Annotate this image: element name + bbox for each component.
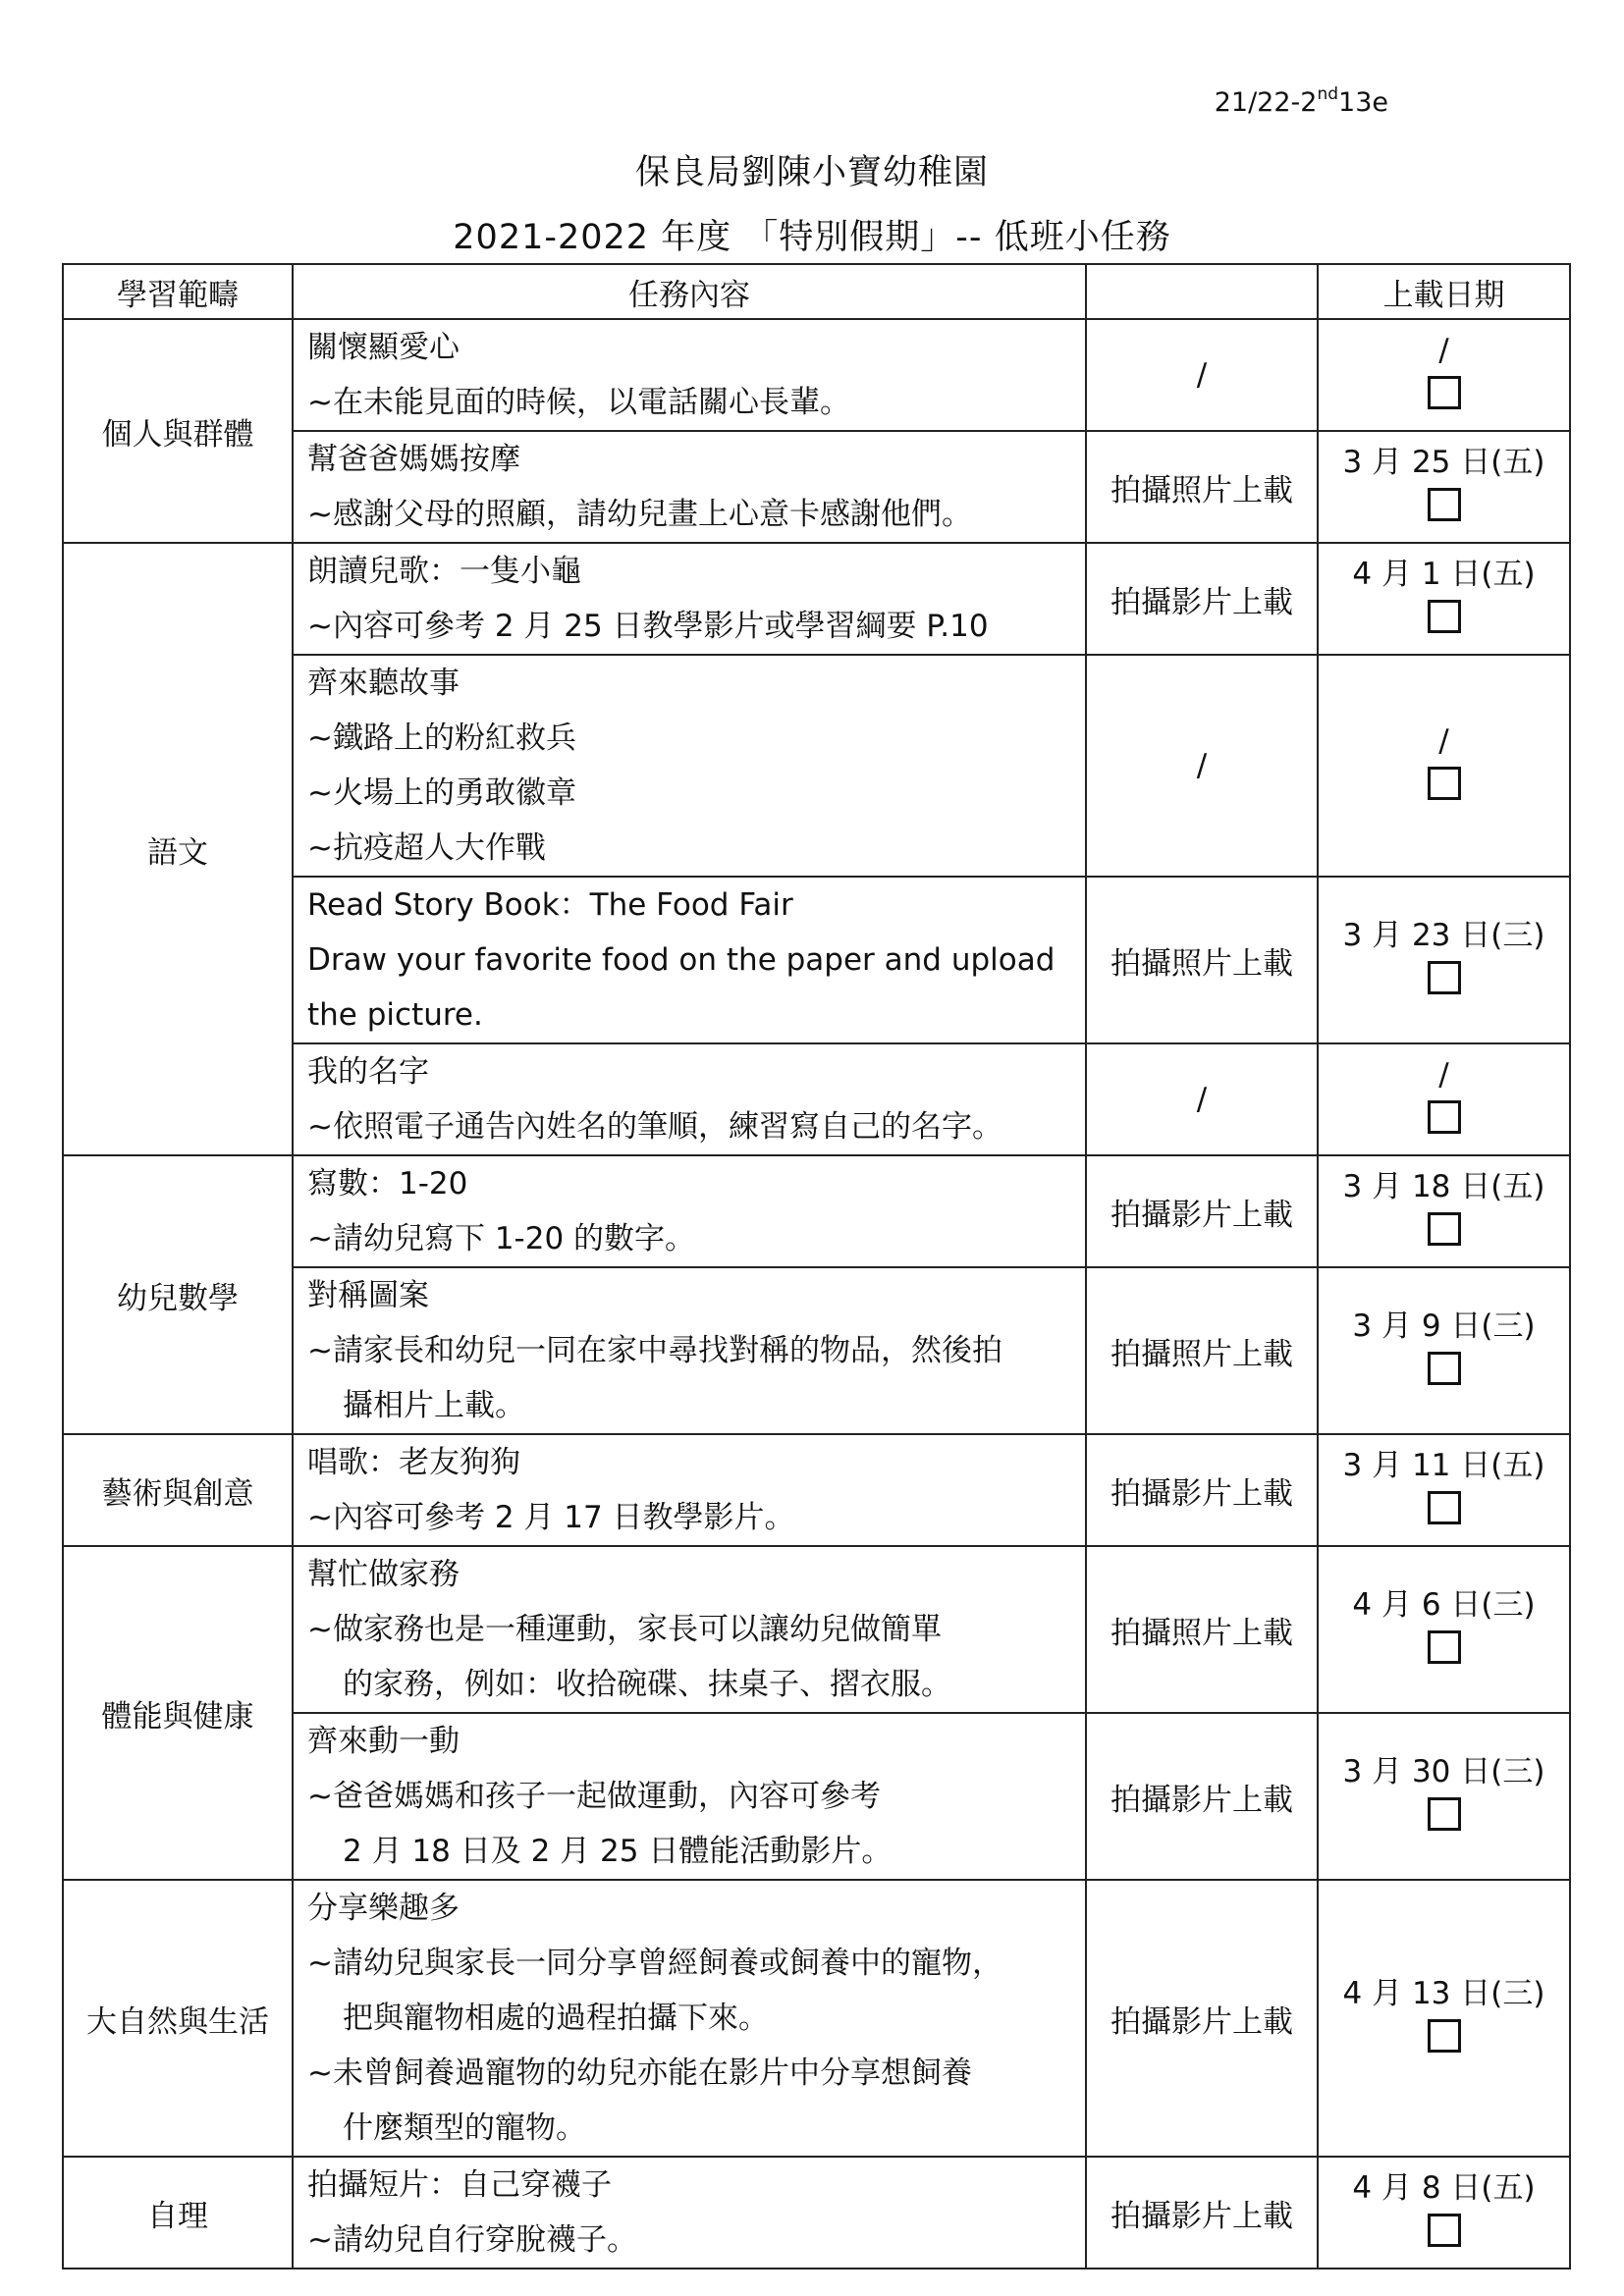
completion-checkbox[interactable] — [1428, 1491, 1461, 1524]
upload-date-text: 3 月 9 日(三) — [1352, 1308, 1536, 1344]
table-row — [63, 2157, 1570, 2269]
task-description-line: ~爸爸媽媽和孩子一起做運動，內容可參考 — [307, 1779, 881, 1814]
task-description-line: 把與寵物相處的過程拍攝下來。 — [343, 2001, 769, 2036]
task-title: 幫爸爸媽媽按摩 — [307, 442, 520, 477]
task-content-cell — [293, 877, 1086, 1043]
task-title: 幫忙做家務 — [307, 1557, 460, 1592]
task-title: 朗讀兒歌：一隻小龜 — [307, 554, 581, 589]
document-reference-code: 21/22-2nd13e — [1214, 84, 1388, 118]
task-title: 齊來動一動 — [307, 1724, 460, 1759]
completion-checkbox[interactable] — [1428, 1797, 1461, 1831]
upload-date-text: 4 月 6 日(三) — [1352, 1587, 1536, 1623]
task-title: 對稱圖案 — [307, 1278, 429, 1313]
task-content-cell — [293, 431, 1086, 543]
task-title: Read Story Book：The Food Fair — [307, 887, 793, 923]
upload-date-cell — [1318, 1267, 1570, 1434]
upload-method-cell: 拍攝影片上載 — [1086, 1713, 1318, 1880]
upload-date-text: / — [1438, 1057, 1449, 1093]
upload-method-cell: 拍攝影片上載 — [1086, 1155, 1318, 1267]
task-description-line: ~火場上的勇敢徽章 — [307, 775, 576, 811]
upload-method-cell: 拍攝影片上載 — [1086, 1880, 1318, 2157]
upload-method-cell: 拍攝影片上載 — [1086, 1434, 1318, 1546]
completion-checkbox[interactable] — [1428, 376, 1461, 409]
upload-method-cell: 拍攝照片上載 — [1086, 431, 1318, 543]
task-description-line: ~未曾飼養過寵物的幼兒亦能在影片中分享想飼養 — [307, 2056, 972, 2091]
task-description-line: ~鐵路上的粉紅救兵 — [307, 721, 576, 756]
learning-area-cell: 語文 — [63, 543, 293, 1155]
task-title: 分享樂趣多 — [307, 1891, 460, 1926]
completion-checkbox[interactable] — [1428, 2019, 1461, 2053]
task-content-cell — [293, 1434, 1086, 1546]
upload-date-cell — [1318, 1546, 1570, 1713]
upload-date-cell — [1318, 543, 1570, 655]
upload-date-text: 3 月 11 日(五) — [1342, 1448, 1545, 1483]
learning-area-cell: 大自然與生活 — [63, 1880, 293, 2157]
upload-date-cell — [1318, 1155, 1570, 1267]
task-table — [62, 263, 1571, 2269]
task-content-cell — [293, 1267, 1086, 1434]
task-description-line: ~做家務也是一種運動，家長可以讓幼兒做簡單 — [307, 1612, 942, 1647]
task-title: 拍攝短片：自己穿襪子 — [307, 2167, 612, 2203]
table-row — [63, 1546, 1570, 1713]
upload-date-cell — [1318, 1434, 1570, 1546]
upload-date-cell — [1318, 1713, 1570, 1880]
upload-method-cell: 拍攝影片上載 — [1086, 543, 1318, 655]
header-learning-area: 學習範疇 — [63, 264, 293, 319]
table-row — [63, 1155, 1570, 1267]
learning-area-cell: 藝術與創意 — [63, 1434, 293, 1546]
task-content-cell — [293, 1880, 1086, 2157]
upload-date-cell — [1318, 655, 1570, 877]
completion-checkbox[interactable] — [1428, 1630, 1461, 1664]
learning-area-cell: 體能與健康 — [63, 1546, 293, 1880]
completion-checkbox[interactable] — [1428, 767, 1461, 800]
table-row — [63, 319, 1570, 431]
learning-area-cell: 個人與群體 — [63, 319, 293, 543]
completion-checkbox[interactable] — [1428, 1100, 1461, 1134]
task-title: 寫數：1-20 — [307, 1166, 468, 1201]
task-title: 齊來聽故事 — [307, 666, 460, 701]
learning-area-cell: 幼兒數學 — [63, 1155, 293, 1434]
task-content-cell — [293, 319, 1086, 431]
task-content-cell — [293, 655, 1086, 877]
task-description-line: 2 月 18 日及 2 月 25 日體能活動影片。 — [343, 1834, 893, 1869]
task-content-cell — [293, 1043, 1086, 1155]
upload-date-cell — [1318, 2157, 1570, 2269]
upload-date-text: 3 月 30 日(三) — [1342, 1754, 1545, 1789]
task-description-line: ~抗疫超人大作戰 — [307, 830, 546, 866]
upload-date-cell — [1318, 319, 1570, 431]
task-description-line: Draw your favorite food on the paper and upload — [307, 942, 1056, 978]
table-row — [63, 1880, 1570, 2157]
task-content-cell — [293, 1155, 1086, 1267]
task-description-line: ~請幼兒自行穿脫襪子。 — [307, 2222, 637, 2258]
upload-date-cell — [1318, 1880, 1570, 2157]
task-content-cell — [293, 1713, 1086, 1880]
upload-method-cell: 拍攝照片上載 — [1086, 1546, 1318, 1713]
completion-checkbox[interactable] — [1428, 488, 1461, 521]
task-description-line: ~依照電子通告內姓名的筆順，練習寫自己的名字。 — [307, 1109, 1002, 1145]
completion-checkbox[interactable] — [1428, 961, 1461, 994]
task-title: 我的名字 — [307, 1054, 429, 1090]
completion-checkbox[interactable] — [1428, 1212, 1461, 1246]
upload-date-text: / — [1438, 333, 1449, 368]
task-title: 唱歌：老友狗狗 — [307, 1445, 520, 1480]
task-description-line: ~請幼兒寫下 1-20 的數字。 — [307, 1221, 696, 1256]
task-content-cell — [293, 543, 1086, 655]
upload-date-cell — [1318, 1043, 1570, 1155]
upload-method-cell: 拍攝照片上載 — [1086, 1267, 1318, 1434]
table-row — [63, 1434, 1570, 1546]
header-upload-date: 上載日期 — [1318, 264, 1570, 319]
upload-method-cell: / — [1086, 655, 1318, 877]
task-description-line: ~請家長和幼兒一同在家中尋找對稱的物品，然後拍 — [307, 1333, 1002, 1368]
upload-date-text: 4 月 13 日(三) — [1342, 1976, 1545, 2011]
completion-checkbox[interactable] — [1428, 2214, 1461, 2247]
header-task-content: 任務內容 — [293, 264, 1086, 319]
upload-date-cell — [1318, 431, 1570, 543]
task-description-line: ~請幼兒與家長一同分享曾經飼養或飼養中的寵物， — [307, 1946, 1002, 1981]
upload-date-text: 4 月 8 日(五) — [1352, 2170, 1536, 2206]
task-description-line: 攝相片上載。 — [343, 1388, 525, 1423]
completion-checkbox[interactable] — [1428, 600, 1461, 633]
task-description-line: 什麼類型的寵物。 — [343, 2110, 586, 2146]
completion-checkbox[interactable] — [1428, 1352, 1461, 1385]
upload-date-cell — [1318, 877, 1570, 1043]
task-description-line: 的家務，例如：收拾碗碟、抹桌子、摺衣服。 — [343, 1667, 951, 1702]
task-description-line: ~內容可參考 2 月 25 日教學影片或學習綱要 P.10 — [307, 609, 989, 644]
task-content-cell — [293, 1546, 1086, 1713]
upload-date-text: 4 月 1 日(五) — [1352, 557, 1536, 592]
task-description-line: ~內容可參考 2 月 17 日教學影片。 — [307, 1500, 795, 1535]
upload-method-cell: 拍攝影片上載 — [1086, 2157, 1318, 2269]
task-description-line: ~在未能見面的時候，以電話關心長輩。 — [307, 385, 850, 420]
upload-date-text: 3 月 25 日(五) — [1342, 445, 1545, 480]
school-name-title: 保良局劉陳小寶幼稚園 — [634, 153, 989, 192]
upload-method-cell: / — [1086, 319, 1318, 431]
table-header-row — [63, 264, 1570, 319]
holiday-tasks-title: 2021-2022 年度 「特別假期」-- 低班小任務 — [453, 218, 1171, 257]
task-description-line: the picture. — [307, 997, 483, 1033]
upload-date-text: 3 月 23 日(三) — [1342, 918, 1545, 953]
task-title: 關懷顯愛心 — [307, 330, 460, 365]
upload-date-text: 3 月 18 日(五) — [1342, 1169, 1545, 1204]
learning-area-cell: 自理 — [63, 2157, 293, 2269]
header-upload-method — [1086, 264, 1318, 319]
table-row — [63, 543, 1570, 655]
task-description-line: ~感謝父母的照顧，請幼兒畫上心意卡感謝他們。 — [307, 497, 972, 532]
upload-method-cell: 拍攝照片上載 — [1086, 877, 1318, 1043]
task-content-cell — [293, 2157, 1086, 2269]
upload-date-text: / — [1438, 723, 1449, 759]
upload-method-cell: / — [1086, 1043, 1318, 1155]
